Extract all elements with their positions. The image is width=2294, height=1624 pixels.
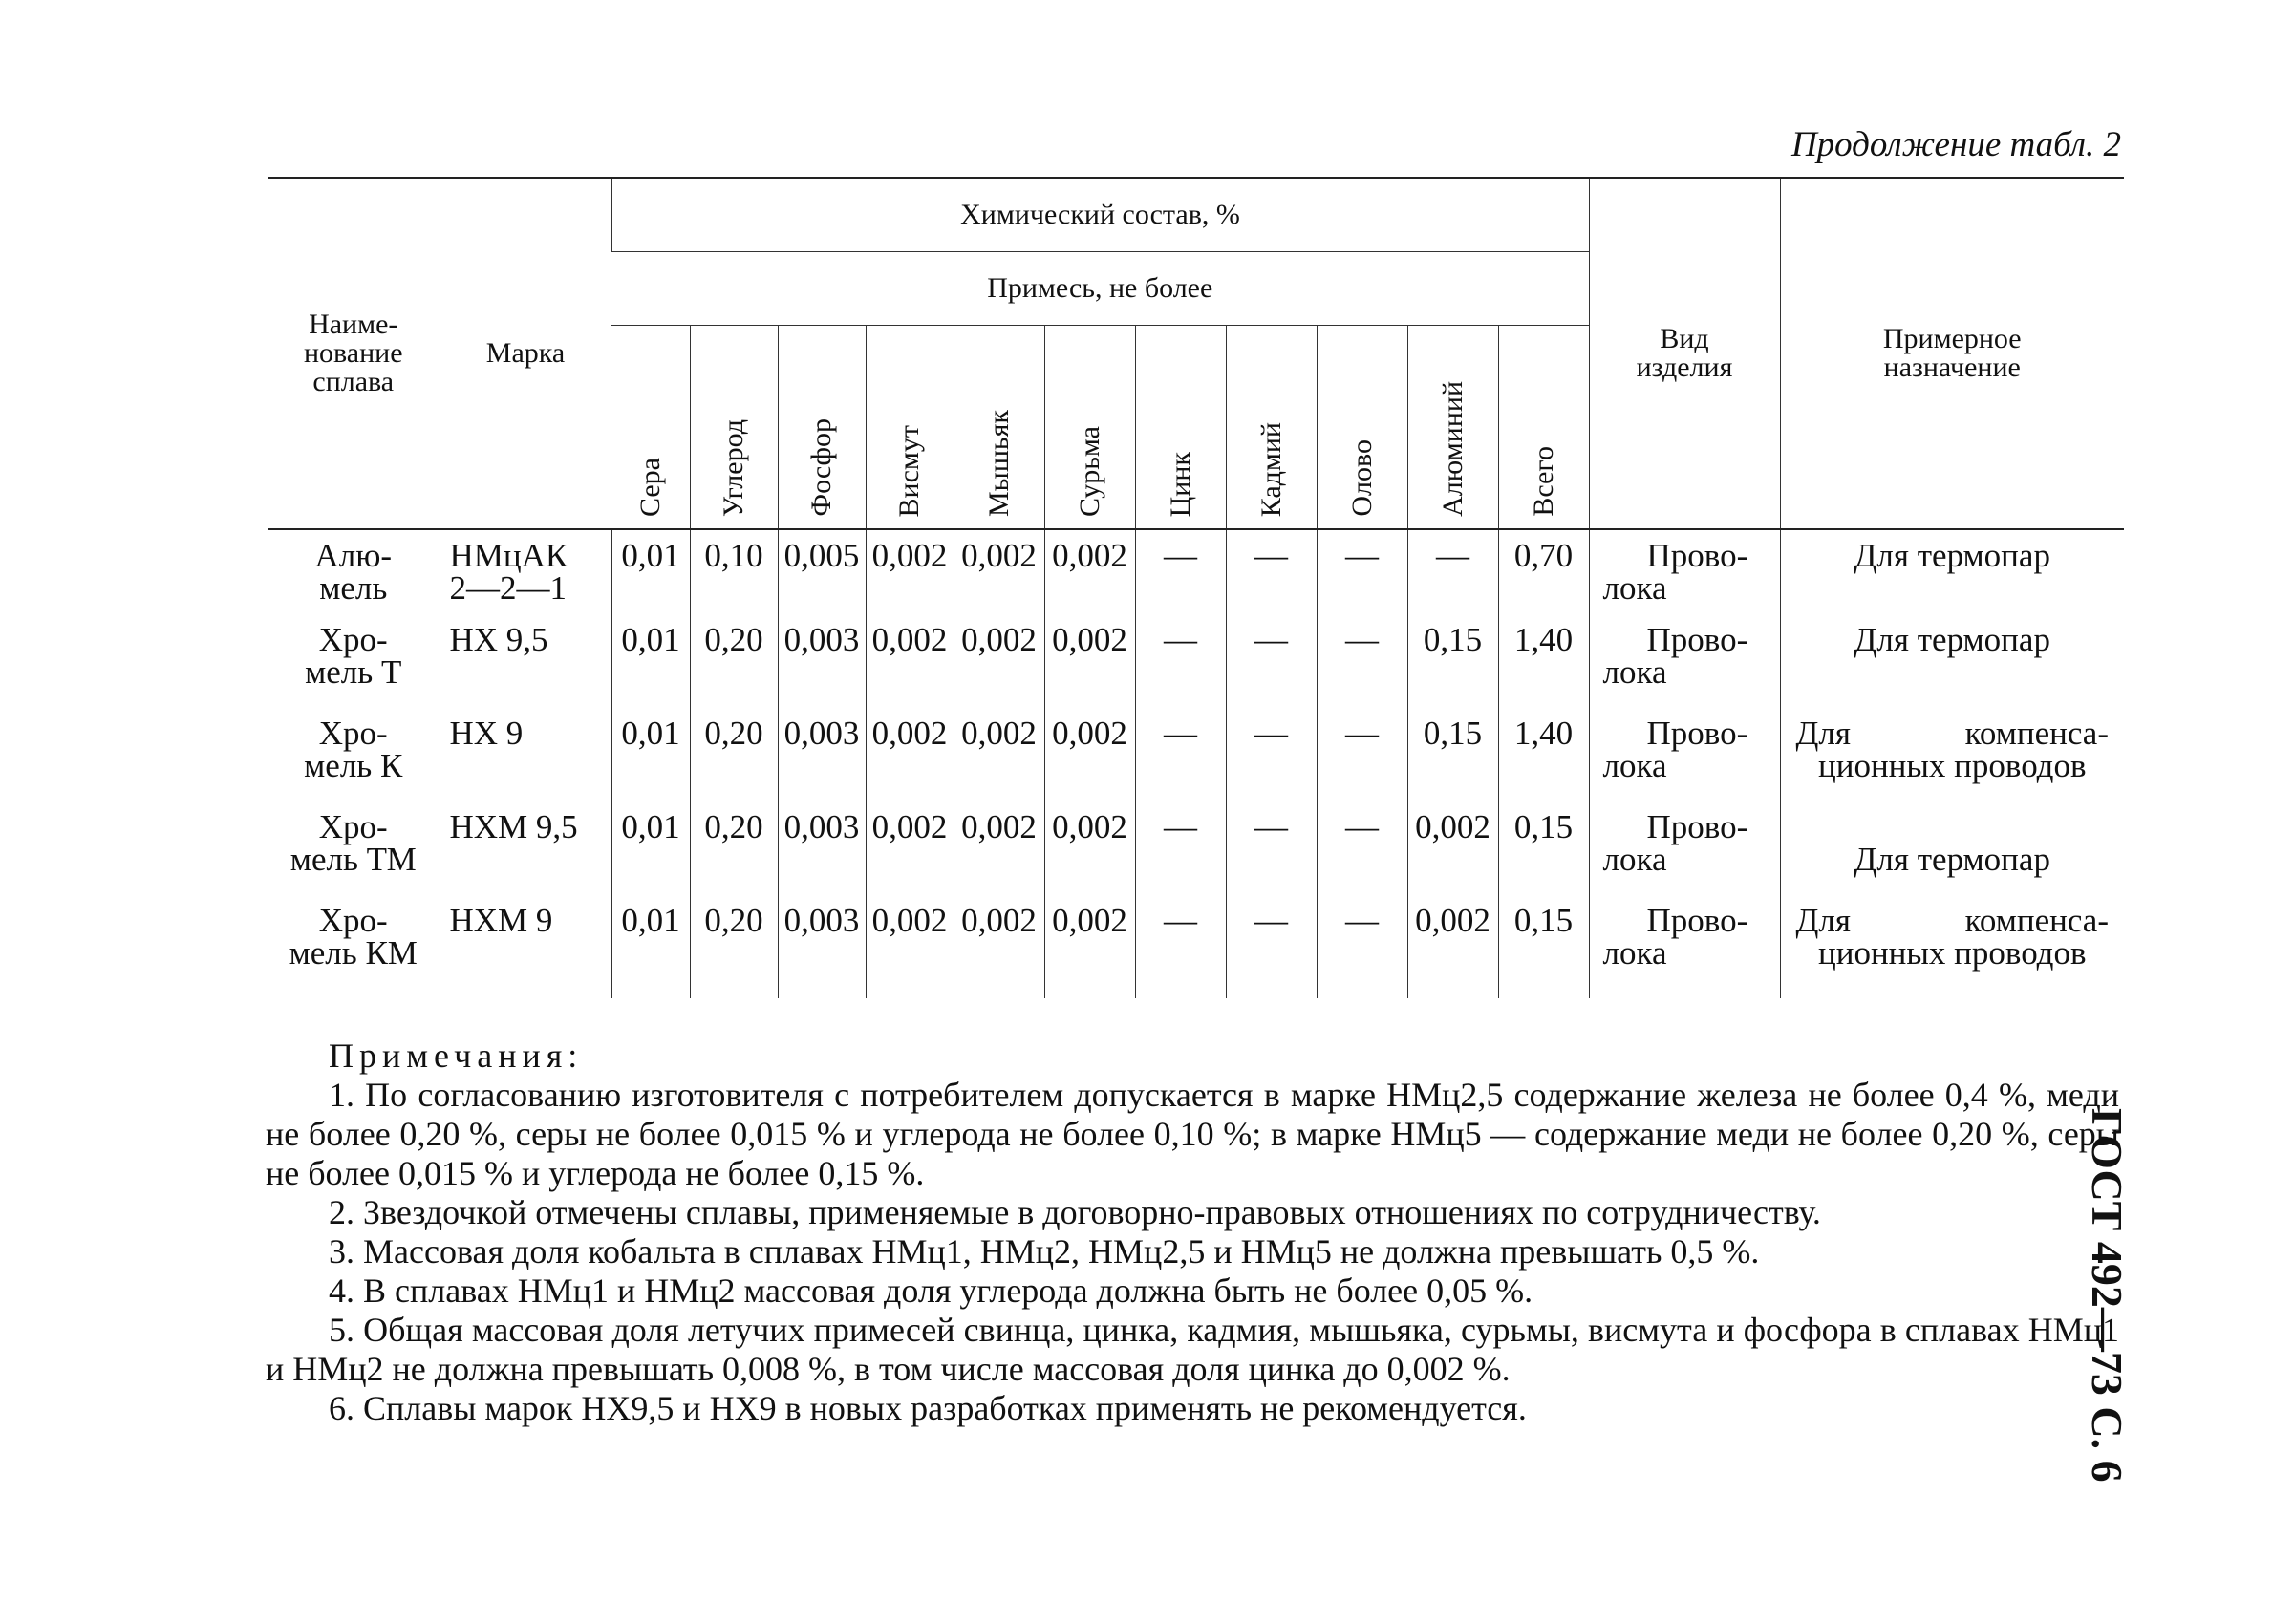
table-row (268, 529, 2124, 624)
composition-value-cell: — (1317, 529, 1407, 624)
header-element: Углерод (690, 326, 778, 530)
header-alloy-name: Наиме- нование сплава (268, 178, 440, 529)
header-grade: Марка (440, 178, 611, 529)
header-element: Всего (1498, 326, 1589, 530)
header-element: Алюминий (1407, 326, 1498, 530)
alloy-name-cell: Хро- мель К (304, 715, 403, 784)
composition-value-cell: 0,003 (778, 905, 866, 998)
composition-value-cell: 0,002 (954, 624, 1044, 717)
composition-value-cell: — (1317, 624, 1407, 717)
header-purpose: Примерное назначение (1780, 178, 2124, 529)
composition-value-cell: — (1226, 624, 1317, 717)
composition-value-cell: 0,20 (690, 624, 778, 717)
alloy-name-cell: Хро- мель КМ (289, 902, 418, 972)
product-type-cell: Прово- лока (1589, 529, 1780, 624)
note-item: 1. По согласованию изготовителя с потребителем допускается в марке НМц2,5 содержание железа не более 0,4 %, меди не более 0,20 %, серы не более 0,015 % и углерода не более 0,10 %; в марке НМц5 — содержание меди не более 0,20 %, серы не более 0,015 % и углерода не более 0,15 %. (266, 1076, 2119, 1192)
composition-value-cell: 0,15 (1498, 811, 1589, 905)
composition-value-cell: 0,002 (1044, 905, 1135, 998)
table-row (268, 905, 2124, 998)
composition-value-cell: 0,002 (1407, 811, 1498, 905)
product-type-cell: Прово- лока (1589, 624, 1780, 717)
composition-value-cell: — (1135, 717, 1226, 811)
header-element: Олово (1317, 326, 1407, 530)
composition-value-cell: — (1135, 529, 1226, 624)
table-row (268, 717, 2124, 811)
composition-value-cell: 0,20 (690, 905, 778, 998)
alloy-name-cell: Алю- мель (314, 537, 393, 607)
grade-cell: НХМ 9,5 (440, 811, 611, 905)
composition-value-cell: 0,15 (1498, 905, 1589, 998)
composition-value-cell: 0,002 (954, 529, 1044, 624)
composition-value-cell: — (1317, 905, 1407, 998)
composition-value-cell: 0,01 (611, 529, 690, 624)
header-element: Мышьяк (954, 326, 1044, 530)
composition-value-cell: 0,002 (954, 905, 1044, 998)
composition-value-cell: — (1317, 717, 1407, 811)
alloy-composition-table (268, 177, 2124, 998)
composition-value-cell: 0,002 (1044, 529, 1135, 624)
composition-value-cell: — (1226, 905, 1317, 998)
composition-value-cell: — (1135, 811, 1226, 905)
header-impurity: Примесь, не более (611, 252, 1589, 326)
composition-value-cell: 0,15 (1407, 624, 1498, 717)
composition-value-cell: 0,20 (690, 811, 778, 905)
header-element: Фосфор (778, 326, 866, 530)
composition-value-cell: 0,002 (866, 811, 954, 905)
table-row (268, 624, 2124, 717)
composition-value-cell: 0,002 (866, 529, 954, 624)
note-item: 2. Звездочкой отмечены сплавы, применяемые в договорно-правовых отношениях по сотрудничеству. (329, 1193, 1821, 1231)
composition-value-cell: 0,002 (866, 624, 954, 717)
note-item: 6. Сплавы марок НХ9,5 и НХ9 в новых разработках применять не рекомендуется. (329, 1389, 1527, 1427)
alloy-name-cell: Хро- мель ТМ (289, 808, 417, 878)
grade-cell: НХ 9,5 (440, 624, 611, 717)
header-product-type: Вид изделия (1589, 178, 1780, 529)
grade-cell: НМцАК 2—2—1 (440, 529, 611, 624)
composition-value-cell: 0,70 (1498, 529, 1589, 624)
composition-value-cell: 0,002 (866, 905, 954, 998)
purpose-cell: Для компенса- ционных проводов (1780, 717, 2124, 811)
composition-value-cell: 0,002 (866, 717, 954, 811)
purpose-cell: Для термопар (1780, 811, 2124, 905)
composition-value-cell: 0,01 (611, 905, 690, 998)
note-item: 3. Массовая доля кобальта в сплавах НМц1, НМц2, НМц2,5 и НМц5 не должна превышать 0,5 %. (329, 1232, 1760, 1271)
notes-title: Примечания: (329, 1036, 584, 1075)
table-row (268, 811, 2124, 905)
composition-value-cell: 0,003 (778, 717, 866, 811)
product-type-cell: Прово- лока (1589, 717, 1780, 811)
header-element: Цинк (1135, 326, 1226, 530)
header-chemical-composition: Химический состав, % (611, 178, 1589, 252)
note-item: 5. Общая массовая доля летучих примесей свинца, цинка, кадмия, мышьяка, сурьмы, висмута и фосфора в сплавах НМц1 и НМц2 не должна превышать 0,008 %, в том числе массовая доля цинка до 0,002 %. (266, 1311, 2119, 1388)
product-type-cell: Прово- лока (1589, 811, 1780, 905)
composition-value-cell: 0,005 (778, 529, 866, 624)
composition-value-cell: 0,15 (1407, 717, 1498, 811)
composition-value-cell: — (1407, 529, 1498, 624)
composition-value-cell: 0,002 (1044, 717, 1135, 811)
composition-value-cell: 0,002 (1044, 811, 1135, 905)
composition-value-cell: 0,002 (1407, 905, 1498, 998)
header-element: Кадмий (1226, 326, 1317, 530)
composition-value-cell: — (1135, 905, 1226, 998)
purpose-cell: Для термопар (1780, 529, 2124, 624)
composition-value-cell: 0,01 (611, 811, 690, 905)
composition-value-cell: 0,20 (690, 717, 778, 811)
grade-cell: НХ 9 (440, 717, 611, 811)
composition-value-cell: 0,01 (611, 717, 690, 811)
composition-value-cell: — (1226, 717, 1317, 811)
composition-value-cell: 1,40 (1498, 717, 1589, 811)
standard-page-label: ГОСТ 492—73 С. 6 (2083, 1108, 2132, 1483)
grade-cell: НХМ 9 (440, 905, 611, 998)
composition-value-cell: 0,002 (1044, 624, 1135, 717)
purpose-cell: Для компенса- ционных проводов (1780, 905, 2124, 998)
composition-value-cell: — (1317, 811, 1407, 905)
table-continuation-label: Продолжение табл. 2 (1790, 125, 2121, 164)
composition-value-cell: 0,01 (611, 624, 690, 717)
composition-value-cell: 1,40 (1498, 624, 1589, 717)
composition-value-cell: 0,002 (954, 811, 1044, 905)
composition-value-cell: 0,003 (778, 624, 866, 717)
purpose-cell: Для термопар (1780, 624, 2124, 717)
notes-section (266, 1036, 2119, 1428)
composition-value-cell: — (1226, 529, 1317, 624)
product-type-cell: Прово- лока (1589, 905, 1780, 998)
header-element: Сера (611, 326, 690, 530)
composition-value-cell: 0,002 (954, 717, 1044, 811)
note-item: 4. В сплавах НМц1 и НМц2 массовая доля углерода должна быть не более 0,05 %. (329, 1271, 1533, 1310)
composition-value-cell: — (1135, 624, 1226, 717)
composition-value-cell: 0,10 (690, 529, 778, 624)
composition-value-cell: 0,003 (778, 811, 866, 905)
header-element: Сурьма (1044, 326, 1135, 530)
alloy-name-cell: Хро- мель Т (305, 621, 402, 691)
composition-value-cell: — (1226, 811, 1317, 905)
header-element: Висмут (866, 326, 954, 530)
